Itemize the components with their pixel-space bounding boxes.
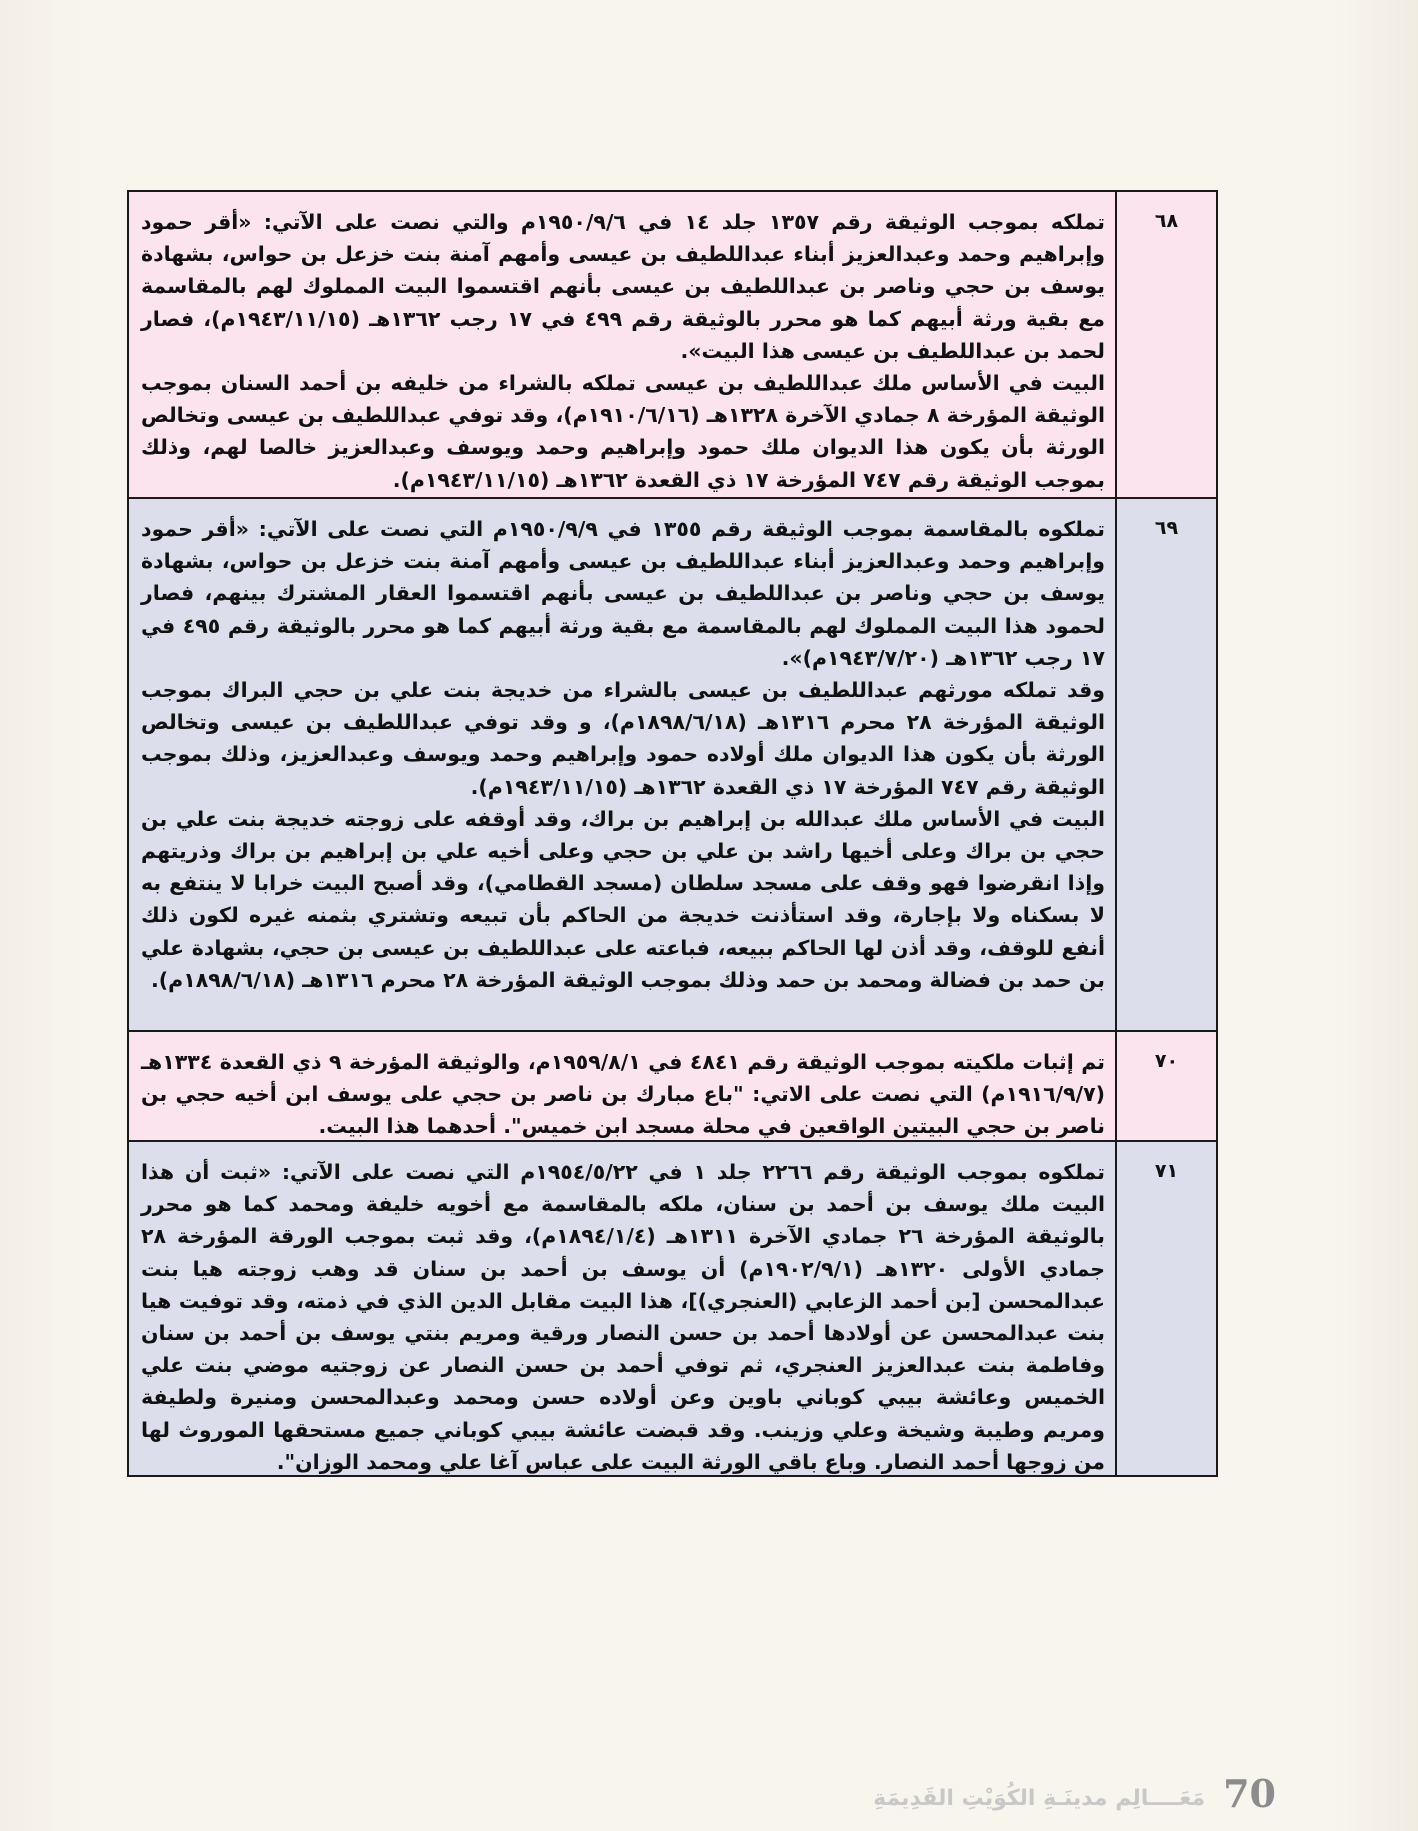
property-records-table [127,190,1218,1477]
book-title: مَعَــــالِم مدينَـةِ الكُوَيْتِ القَدِيمَةِ [873,1786,1206,1811]
record-number: ٧٠ [1115,1032,1216,1140]
record-number: ٦٩ [1115,499,1216,1030]
record-description [129,1032,1115,1140]
record-paragraph: تملكه بموجب الوثيقة رقم ١٣٥٧ جلد ١٤ في ١٩٥٠/٩/٦م والتي نصت على الآتي: «أقر حمود وإبراهيم وحمد وعبدالعزيز أبناء عبداللطيف بن عيسى وأمهم آمنة بنت خزعل بن حواس، بشهادة يوسف بن حجي وناصر بن عبداللطيف بن عيسى بأنهم اقتسموا البيت المملوك لهم بالمقاسمة مع بقية ورثة أبيهم كما هو محرر بالوثيقة رقم ٤٩٩ في ١٧ رجب ١٣٦٢هـ (١٩٤٣/١١/١٥م)، فصار لحمد بن عبداللطيف بن عيسى هذا البيت». [141,210,1106,363]
table-row [129,1032,1216,1142]
record-paragraph: وقد تملكه مورثهم عبداللطيف بن عيسى بالشراء من خديجة بنت علي بن حجي البراك بموجب الوثيقة المؤرخة ٢٨ محرم ١٣١٦هـ (١٨٩٨/٦/١٨م)، و وقد توفي عبداللطيف بن عيسى وتخالص الورثة بأن يكون هذا الديوان ملك أولاده حمود وإبراهيم وحمد ويوسف وعبدالعزيز، وذلك بموجب الوثيقة رقم ٧٤٧ المؤرخة ١٧ ذي القعدة ١٣٦٢هـ (١٩٤٣/١١/١٥م). [141,678,1105,799]
record-description [129,1142,1115,1475]
table-row [129,192,1216,499]
table-row [129,1142,1216,1475]
record-number: ٦٨ [1115,192,1216,497]
page-number: 70 [1223,1771,1276,1816]
record-paragraph: تملكوه بموجب الوثيقة رقم ٢٢٦٦ جلد ١ في ١٩٥٤/٥/٢٢م التي نصت على الآتي: «ثبت أن هذا البيت ملك يوسف بن أحمد بن سنان، ملكه بالمقاسمة مع أخويه خليفة ومحمد كما هو محرر بالوثيقة المؤرخة ٢٦ جمادي الآخرة ١٣١١هـ (١٨٩٤/١/٤م)، وقد ثبت بموجب الورقة المؤرخة ٢٨ جمادي الأولى ١٣٢٠هـ (١٩٠٢/٩/١م) أن يوسف بن أحمد بن سنان قد وهب زوجته هيا بنت عبدالمحسن [بن أحمد الزعابي (العنجري)]، هذا البيت مقابل الدين الذي في ذمته، وقد توفيت هيا بنت عبدالمحسن عن أولادها أحمد بن حسن النصار ورقية ومريم بنتي يوسف بن أحمد بن سنان وفاطمة بنت عبدالعزيز العنجري، ثم توفي أحمد بن حسن النصار عن زوجتيه موضي بنت علي الخميس وعائشة بيبي كوباني باوين وعن أولاده حسن ومحمد وعبدالمحسن ومنيرة ولطيفة ومريم وطيبة وشيخة وعلي وزينب. وقد قبضت عائشة بيبي كوباني جميع مستحقها الموروث لها من زوجها أحمد النصار. وباع باقي الورثة البيت على عباس آغا علي ومحمد الوزان". [141,1160,1106,1474]
table-row [129,499,1216,1032]
record-paragraph: تملكوه بالمقاسمة بموجب الوثيقة رقم ١٣٥٥ في ١٩٥٠/٩/٩م التي نصت على الآتي: «أقر حمود وإبراهيم وحمد وعبدالعزيز أبناء عبداللطيف بن عيسى وأمهم آمنة بنت خزعل بن حواس، بشهادة يوسف بن حجي وناصر بن عبداللطيف بن عيسى بأنهم اقتسموا العقار المشترك بينهم، فصار لحمود هذا البيت المملوك لهم بالمقاسمة مع بقية ورثة أبيهم كما هو محرر بالوثيقة رقم ٤٩٥ في ١٧ رجب ١٣٦٢هـ (١٩٤٣/٧/٢٠م)». [141,517,1105,670]
record-paragraph: البيت في الأساس ملك عبدالله بن إبراهيم بن براك، وقد أوقفه على زوجته خديجة بنت علي بن حجي بن براك وعلى أخيها راشد بن علي بن حجي وعلى أخيه علي بن إبراهيم بن براك وذريتهم وإذا انقرضوا فهو وقف على مسجد سلطان (مسجد القطامي)، وقد أصبح البيت خرابا لا ينتفع به لا بسكناه ولا بإجارة، وقد استأذنت خديجة من الحاكم بأن تبيعه وتشتري بثمنه غيره لكون ذلك أنفع للوقف، وقد أذن لها الحاكم ببيعه، فباعته على عبداللطيف بن عيسى بن حجي، بشهادة علي بن حمد بن فضالة ومحمد بن حمد وذلك بموجب الوثيقة المؤرخة ٢٨ محرم ١٣١٦هـ (١٨٩٨/٦/١٨م). [141,806,1105,992]
record-number: ٧١ [1115,1142,1216,1475]
record-paragraph: تم إثبات ملكيته بموجب الوثيقة رقم ٤٨٤١ في ١٩٥٩/٨/١م، والوثيقة المؤرخة ٩ ذي القعدة ١٣٣٤هـ (١٩١٦/٩/٧م) التي نصت على الاتي: "باع مبارك بن ناصر بن حجي على يوسف ابن أخيه حجي بن ناصر بن حجي البيتين الواقعين في محلة مسجد ابن خميس". أحدهما هذا البيت. [141,1050,1106,1139]
record-description [129,499,1115,1030]
record-description [129,192,1115,497]
page-footer [873,1772,1276,1816]
record-paragraph: البيت في الأساس ملك عبداللطيف بن عيسى تملكه بالشراء من خليفه بن أحمد السنان بموجب الوثيقة المؤرخة ٨ جمادي الآخرة ١٣٢٨هـ (١٩١٠/٦/١٦م)، وقد توفي عبداللطيف بن عيسى وتخالص الورثة بأن يكون هذا الديوان ملك حمود وإبراهيم وحمد ويوسف وعبدالعزيز خالصا لهم، وذلك بموجب الوثيقة رقم ٧٤٧ المؤرخة ١٧ ذي القعدة ١٣٦٢هـ (١٩٤٣/١١/١٥م). [141,371,1106,492]
